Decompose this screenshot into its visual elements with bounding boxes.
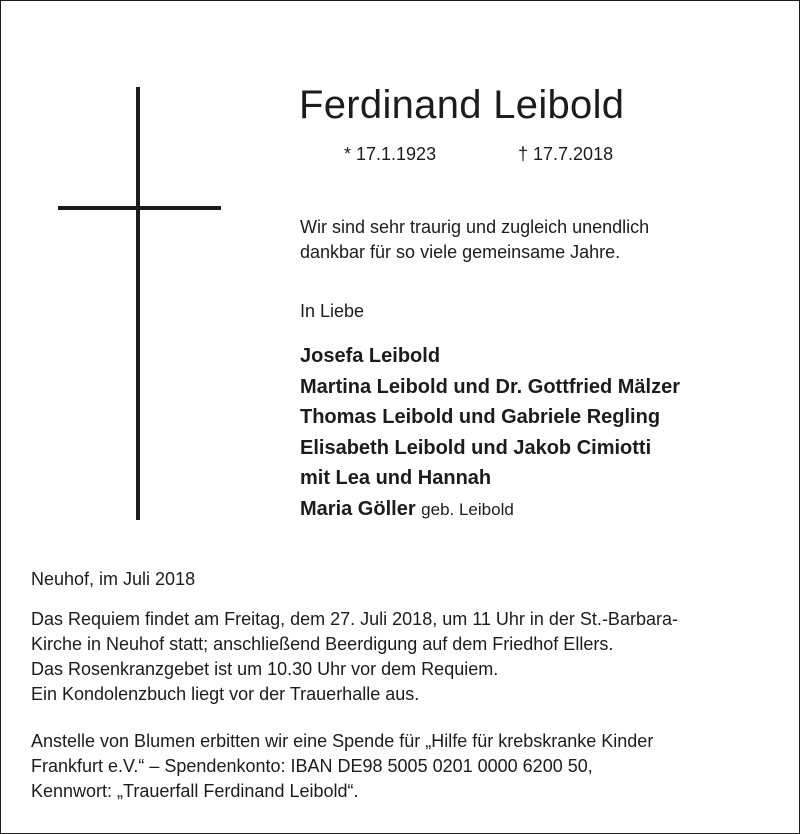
in-liebe-text: In Liebe (300, 301, 365, 321)
death-date: † 17.7.2018 (518, 144, 614, 164)
requiem-line: Kirche in Neuhof statt; anschließend Beerdigung auf dem Friedhof Ellers. (31, 634, 614, 654)
requiem-line: Das Requiem findet am Freitag, dem 27. Juli 2018, um 11 Uhr in der St.-Barbara- (31, 609, 678, 629)
cross-icon-horizontal (58, 206, 221, 210)
donation-line: Kennwort: „Trauerfall Ferdinand Leibold“. (31, 781, 359, 801)
place-date: Neuhof, im Juli 2018 (31, 569, 196, 589)
family-member: mit Lea und Hannah (300, 467, 492, 489)
family-list (300, 341, 680, 525)
last-member-name: Maria Göller (300, 497, 416, 520)
deceased-name: Ferdinand Leibold (299, 83, 625, 127)
family-member: Elisabeth Leibold und Jakob Cimiotti (300, 436, 652, 459)
requiem-line: Das Rosenkranzgebet ist um 10.30 Uhr vor dem Requiem. (31, 659, 499, 679)
requiem-info (31, 607, 678, 707)
family-member: Josefa Leibold (300, 345, 441, 367)
cross-icon-vertical (136, 87, 140, 520)
donation-line: Anstelle von Blumen erbitten wir eine Spende für „Hilfe für krebskranke Kinder (31, 731, 654, 751)
last-member-suffix: geb. Leibold (421, 499, 514, 519)
donation-info (31, 729, 653, 804)
family-member: Martina Leibold und Dr. Gottfried Mälzer (300, 375, 681, 398)
family-member-last (300, 494, 680, 526)
intro-text (300, 215, 649, 265)
birth-date: * 17.1.1923 (344, 144, 437, 164)
family-member: Thomas Leibold und Gabriele Regling (300, 406, 661, 428)
requiem-line: Ein Kondolenzbuch liegt vor der Trauerhalle aus. (31, 684, 420, 704)
intro-line: dankbar für so viele gemeinsame Jahre. (300, 242, 621, 262)
intro-line: Wir sind sehr traurig und zugleich unendlich (300, 217, 650, 237)
donation-line: Frankfurt e.V.“ – Spendenkonto: IBAN DE98 5005 0201 0000 6200 50, (31, 756, 593, 776)
